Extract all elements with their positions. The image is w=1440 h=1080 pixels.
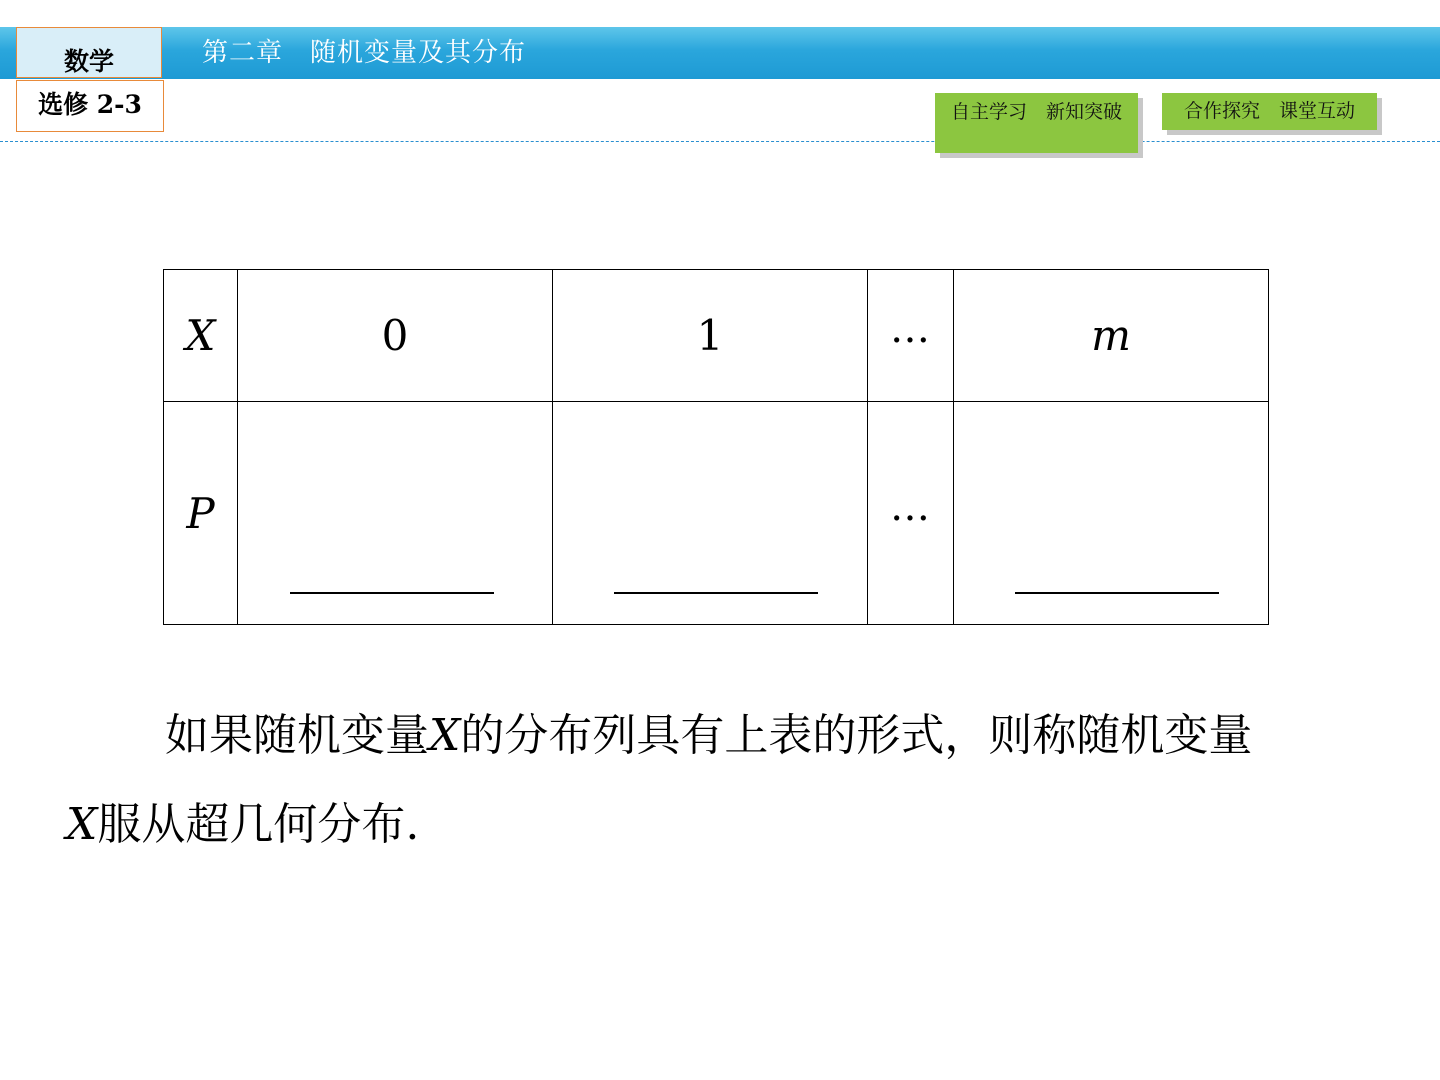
blank-p-m bbox=[954, 402, 1269, 625]
cell-p-dots bbox=[868, 402, 954, 625]
fill-blank-line bbox=[614, 592, 818, 594]
cell-x-m: m bbox=[954, 270, 1269, 402]
text-segment: 如果随机变量 bbox=[165, 710, 429, 761]
subject-label-box bbox=[16, 27, 162, 78]
module-label-box bbox=[16, 80, 164, 132]
cooperate-button[interactable]: 合作探究 课堂互动 bbox=[1162, 93, 1377, 130]
row-p-head: P bbox=[164, 402, 238, 625]
table-row-p bbox=[164, 402, 1269, 625]
blank-p-1 bbox=[553, 402, 868, 625]
cell-x-1: 1 bbox=[553, 270, 868, 402]
variable-x: X bbox=[66, 799, 98, 850]
self-study-button[interactable]: 自主学习 新知突破 bbox=[935, 93, 1138, 153]
ellipsis: … bbox=[890, 483, 931, 530]
row-x-head: X bbox=[164, 270, 238, 402]
text-segment: 的分布列具有上表的形式，则称随机变量 bbox=[460, 710, 1253, 761]
chapter-title: 第二章 随机变量及其分布 bbox=[202, 38, 527, 68]
table-row-x bbox=[164, 270, 1269, 402]
definition-line-2 bbox=[66, 799, 420, 850]
cell-x-dots bbox=[868, 270, 954, 402]
subject-label: 数学 bbox=[63, 47, 114, 76]
header-divider bbox=[0, 141, 1440, 142]
fill-blank-line bbox=[1015, 592, 1219, 594]
definition-line-1 bbox=[165, 710, 1253, 761]
distribution-table bbox=[163, 269, 1269, 625]
blank-p-0 bbox=[238, 402, 553, 625]
text-segment: 服从超几何分布. bbox=[97, 799, 420, 850]
variable-x: X bbox=[429, 710, 461, 761]
module-label: 选修 2-3 bbox=[38, 90, 142, 119]
ellipsis: … bbox=[890, 306, 931, 352]
fill-blank-line bbox=[290, 592, 494, 594]
cell-x-0: 0 bbox=[238, 270, 553, 402]
